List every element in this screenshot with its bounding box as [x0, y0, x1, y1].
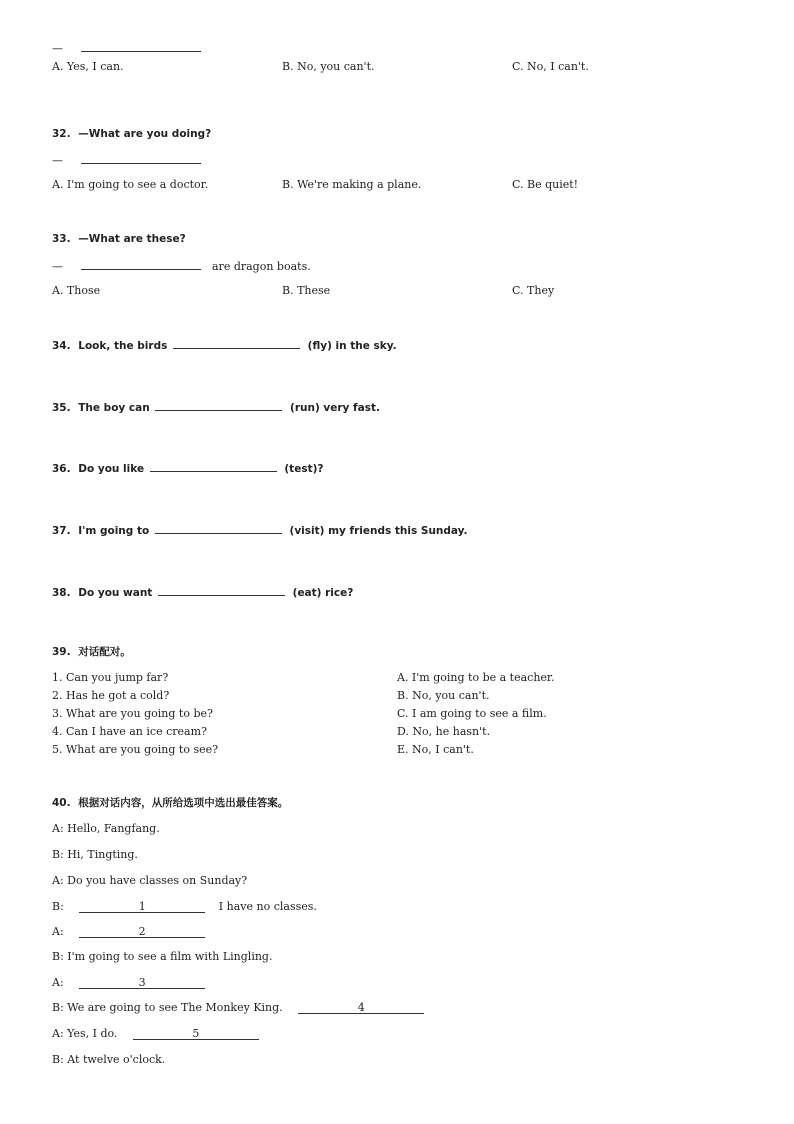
dialogue-line: A: Do you have classes on Sunday? [52, 874, 248, 887]
dialogue-line: B: I'm going to see a film with Lingling. [52, 950, 273, 963]
question-text-after: (run) very fast. [290, 402, 380, 414]
q32-text: —What are you doing? [78, 128, 212, 140]
question-text-before: Do you want [78, 587, 153, 599]
q39-right-a: A. I'm going to be a teacher. [397, 671, 555, 684]
q33-answer-suffix: are dragon boats. [212, 260, 311, 273]
q39-left-4: 4. Can I have an ice cream? [52, 725, 207, 738]
q33-option-a: A. Those [52, 284, 101, 297]
dash: — [52, 260, 63, 273]
dash: — [52, 154, 63, 167]
dialogue-line [52, 900, 317, 914]
q32-option-b: B. We're making a plane. [282, 178, 422, 191]
question-text-before: I'm going to [78, 525, 150, 537]
question-35 [52, 399, 380, 415]
answer-blank-2[interactable]: 2 [79, 926, 205, 938]
dialogue-line: B: Hi, Tingting. [52, 848, 138, 861]
q39-number: 39. [52, 646, 71, 658]
q39-right-b: B. No, you can't. [397, 689, 490, 702]
q31-option-a: A. Yes, I can. [52, 60, 124, 73]
q32-option-c: C. Be quiet! [512, 178, 579, 191]
q40-heading [52, 796, 288, 810]
dialogue-line [52, 976, 205, 990]
dialogue-line [52, 1027, 259, 1041]
question-text-before: The boy can [78, 402, 150, 414]
q33-option-b: B. These [282, 284, 331, 297]
q33-option-c: C. They [512, 284, 555, 297]
question-text-before: Look, the birds [78, 340, 168, 352]
speaker-label: B: [52, 900, 64, 913]
answer-blank[interactable] [155, 399, 282, 411]
question-text-after: (visit) my friends this Sunday. [289, 525, 468, 537]
answer-blank[interactable] [150, 460, 277, 472]
question-34 [52, 337, 397, 353]
question-36 [52, 460, 323, 476]
speaker-label: A: [52, 925, 64, 938]
answer-blank[interactable] [155, 522, 282, 534]
q32-option-a: A. I'm going to see a doctor. [52, 178, 209, 191]
q33-text: —What are these? [78, 233, 186, 245]
question-text-after: (test)? [284, 463, 324, 475]
answer-blank[interactable] [81, 40, 201, 52]
dialogue-line: A: Hello, Fangfang. [52, 822, 160, 835]
q39-right-d: D. No, he hasn't. [397, 725, 491, 738]
q31-answer-line [52, 40, 201, 56]
q31-option-c: C. No, I can't. [512, 60, 589, 73]
dialogue-line [52, 1001, 424, 1015]
question-number: 35. [52, 402, 71, 414]
q39-title: 对话配对。 [78, 646, 131, 658]
question-38 [52, 584, 353, 600]
q39-left-5: 5. What are you going to see? [52, 743, 219, 756]
dialogue-text: A: Yes, I do. [52, 1027, 118, 1040]
dialogue-text-after: I have no classes. [218, 900, 317, 913]
dash: — [52, 42, 63, 55]
question-number: 38. [52, 587, 71, 599]
q40-number: 40. [52, 797, 71, 809]
answer-blank-4[interactable]: 4 [298, 1002, 424, 1014]
q31-option-b: B. No, you can't. [282, 60, 375, 73]
dialogue-line: B: At twelve o'clock. [52, 1053, 166, 1066]
answer-blank[interactable] [158, 584, 285, 596]
dialogue-line [52, 925, 205, 939]
answer-blank[interactable] [81, 152, 201, 164]
question-37 [52, 522, 468, 538]
question-text-before: Do you like [78, 463, 145, 475]
dialogue-text: B: We are going to see The Monkey King. [52, 1001, 283, 1014]
question-number: 34. [52, 340, 71, 352]
q39-heading [52, 645, 131, 659]
question-number: 36. [52, 463, 71, 475]
q40-title: 根据对话内容，从所给选项中选出最佳答案。 [78, 797, 289, 809]
q32-number: 32. [52, 128, 71, 140]
answer-blank-3[interactable]: 3 [79, 977, 205, 989]
q39-left-3: 3. What are you going to be? [52, 707, 213, 720]
question-text-after: (eat) rice? [292, 587, 354, 599]
q32-answer-line [52, 152, 201, 168]
answer-blank[interactable] [81, 258, 201, 270]
question-number: 37. [52, 525, 71, 537]
q39-right-e: E. No, I can't. [397, 743, 474, 756]
q32-question [52, 127, 211, 141]
q33-number: 33. [52, 233, 71, 245]
speaker-label: A: [52, 976, 64, 989]
q39-left-2: 2. Has he got a cold? [52, 689, 170, 702]
q33-answer-line [52, 258, 311, 274]
answer-blank-1[interactable]: 1 [79, 901, 205, 913]
answer-blank-5[interactable]: 5 [133, 1028, 259, 1040]
answer-blank[interactable] [173, 337, 300, 349]
q33-question [52, 232, 186, 246]
q39-right-c: C. I am going to see a film. [397, 707, 547, 720]
question-text-after: (fly) in the sky. [307, 340, 397, 352]
q39-left-1: 1. Can you jump far? [52, 671, 169, 684]
